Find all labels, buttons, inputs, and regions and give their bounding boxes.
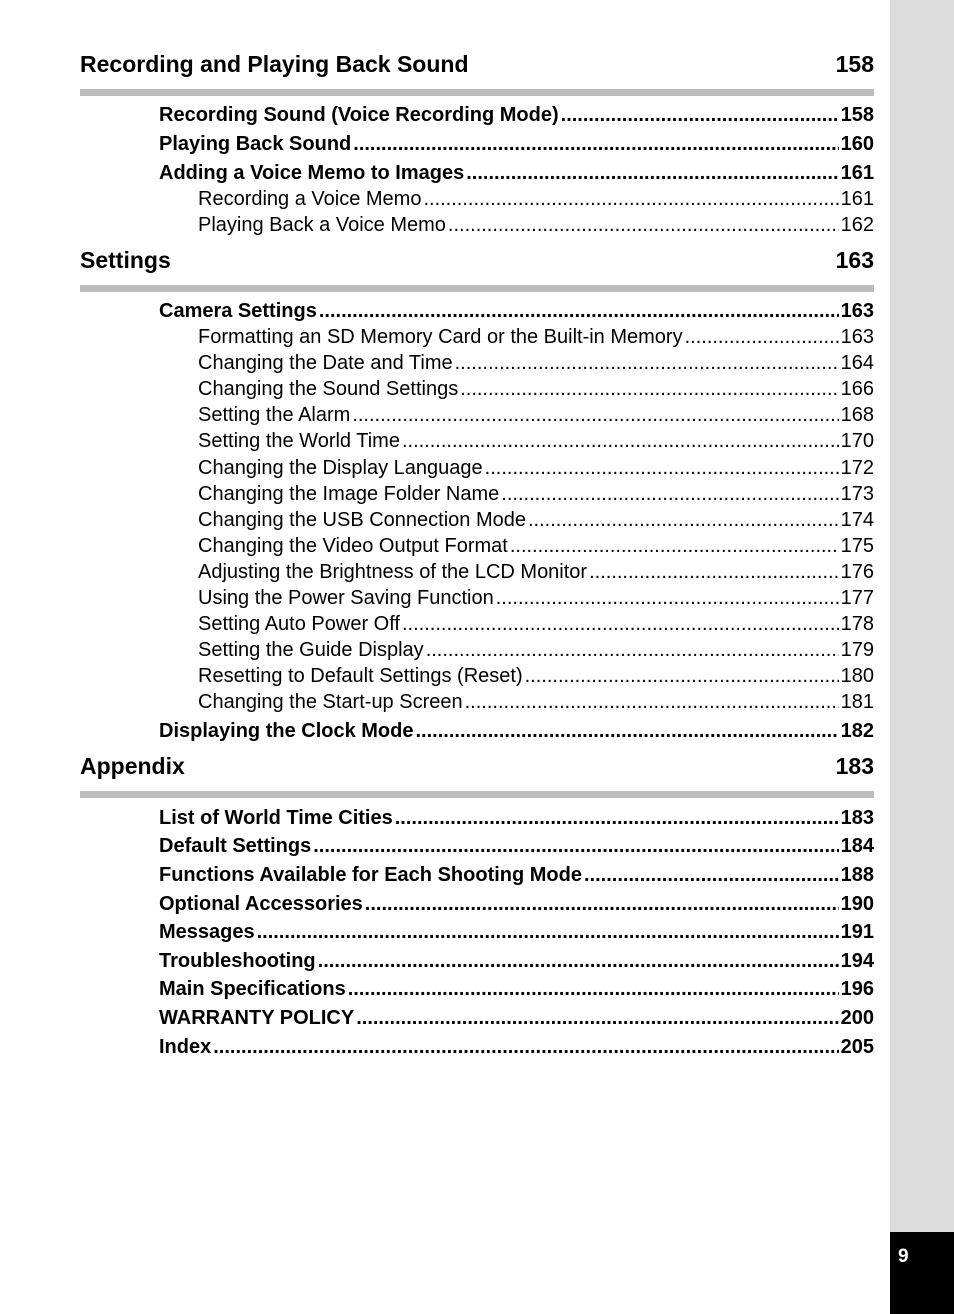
toc-entry-title: Displaying the Clock Mode [159, 720, 414, 742]
toc-subentry[interactable] [198, 378, 874, 404]
toc-entry[interactable] [159, 1007, 874, 1033]
dot-leader [528, 509, 839, 532]
toc-entry-title: Main Specifications [159, 978, 346, 1000]
toc-entry-page-number: 163 [840, 326, 874, 348]
toc-entry-page-number: 173 [840, 483, 874, 505]
chapter-title: Appendix [80, 753, 185, 779]
dot-leader [485, 457, 839, 480]
toc-entry[interactable] [159, 807, 874, 833]
toc-entry-title: Changing the Video Output Format [198, 535, 508, 557]
chapter-title: Recording and Playing Back Sound [80, 51, 469, 77]
toc-entry-page-number: 166 [840, 378, 874, 400]
toc-entry-page-number: 162 [840, 214, 874, 236]
toc-entry-title: Adjusting the Brightness of the LCD Monitor [198, 561, 588, 583]
toc-entry-title: Adding a Voice Memo to Images [159, 162, 465, 184]
toc-subentry[interactable] [198, 404, 874, 430]
toc-entry[interactable] [159, 921, 874, 947]
toc-entry-title: Playing Back Sound [159, 133, 352, 155]
toc-entry-title: Camera Settings [159, 300, 317, 322]
toc-entry-title: Setting the Guide Display [198, 639, 424, 661]
dot-leader [395, 807, 839, 830]
toc-entry-page-number: 191 [840, 921, 874, 943]
toc-entry-page-number: 176 [840, 561, 874, 583]
toc-entry-title: List of World Time Cities [159, 807, 393, 829]
toc-subentry[interactable] [198, 483, 874, 509]
toc-entry-page-number: 183 [840, 807, 874, 829]
dot-leader [465, 691, 839, 714]
toc-entry-title: Optional Accessories [159, 893, 363, 915]
toc-subentry[interactable] [198, 639, 874, 665]
dot-leader [460, 378, 838, 401]
dot-leader [257, 921, 839, 944]
dot-leader [313, 835, 838, 858]
toc-entry-title: Playing Back a Voice Memo [198, 214, 446, 236]
toc-subentry[interactable] [198, 613, 874, 639]
toc-entry-page-number: 161 [840, 188, 874, 210]
toc-entry[interactable] [159, 864, 874, 890]
toc-entry-page-number: 200 [840, 1007, 874, 1029]
toc-entry-title: Recording Sound (Voice Recording Mode) [159, 104, 559, 126]
dot-leader [415, 720, 838, 743]
dot-leader [402, 430, 839, 453]
page-number: 9 [898, 1246, 909, 1267]
toc-subentry[interactable] [198, 587, 874, 613]
toc-entry-page-number: 168 [840, 404, 874, 426]
toc-entry-page-number: 179 [840, 639, 874, 661]
dot-leader [561, 104, 839, 127]
dot-leader [510, 535, 839, 558]
toc-entry-title: Setting the World Time [198, 430, 400, 452]
chapter-divider [80, 285, 874, 292]
dot-leader [319, 300, 839, 323]
dot-leader [426, 639, 839, 662]
toc-entry[interactable] [159, 133, 874, 159]
toc-entry-page-number: 188 [840, 864, 874, 886]
toc-entry-page-number: 158 [840, 104, 874, 126]
dot-leader [353, 133, 838, 156]
toc-entry-page-number: 205 [840, 1036, 874, 1058]
toc-subentry[interactable] [198, 457, 874, 483]
toc-entry-page-number: 194 [840, 950, 874, 972]
toc-entry-page-number: 180 [840, 665, 874, 687]
toc-entry-title: Troubleshooting [159, 950, 316, 972]
toc-entry-title: Resetting to Default Settings (Reset) [198, 665, 523, 687]
toc-entry-title: Using the Power Saving Function [198, 587, 494, 609]
toc-entry-title: Setting the Alarm [198, 404, 351, 426]
toc-subentry[interactable] [198, 326, 874, 352]
toc-entry-title: Index [159, 1036, 212, 1058]
toc-entry[interactable] [159, 1036, 874, 1062]
toc-subentry[interactable] [198, 214, 874, 240]
chapter-page-number: 163 [835, 247, 874, 273]
dot-leader [466, 162, 838, 185]
toc-entry-title: Messages [159, 921, 255, 943]
toc-subentry[interactable] [198, 430, 874, 456]
toc-entry-title: Default Settings [159, 835, 312, 857]
toc-entry-page-number: 161 [840, 162, 874, 184]
toc-subentry[interactable] [198, 535, 874, 561]
toc-entry-page-number: 164 [840, 352, 874, 374]
toc-entry-title: Formatting an SD Memory Card or the Built-in Memory [198, 326, 683, 348]
toc-entry-title: Changing the Date and Time [198, 352, 453, 374]
toc-entry[interactable] [159, 893, 874, 919]
dot-leader [589, 561, 839, 584]
dot-leader [356, 1007, 838, 1030]
toc-entry-title: Changing the Display Language [198, 457, 483, 479]
toc-entry[interactable] [159, 104, 874, 130]
page-number-box [890, 1232, 954, 1314]
dot-leader [685, 326, 839, 349]
chapter-divider [80, 791, 874, 798]
dot-leader [402, 613, 839, 636]
toc-entry-page-number: 163 [840, 300, 874, 322]
toc-entry-page-number: 170 [840, 430, 874, 452]
toc-entry-page-number: 181 [840, 691, 874, 713]
toc-subentry[interactable] [198, 188, 874, 214]
toc-entry-title: Changing the Start-up Screen [198, 691, 463, 713]
toc-entry-title: Changing the Sound Settings [198, 378, 459, 400]
toc-entry[interactable] [159, 978, 874, 1004]
dot-leader [423, 188, 838, 211]
toc-entry[interactable] [159, 300, 874, 326]
chapter-title: Settings [80, 247, 171, 273]
toc-entry-title: Functions Available for Each Shooting Mode [159, 864, 582, 886]
chapter-page-number: 183 [835, 753, 874, 779]
toc-entry-page-number: 172 [840, 457, 874, 479]
toc-entry[interactable] [159, 835, 874, 861]
toc-subentry[interactable] [198, 665, 874, 691]
toc-entry-page-number: 182 [840, 720, 874, 742]
toc-entry[interactable] [159, 720, 874, 746]
chapter-heading[interactable] [80, 753, 874, 783]
dot-leader [584, 864, 839, 887]
toc-entry-title: WARRANTY POLICY [159, 1007, 355, 1029]
chapter-divider [80, 89, 874, 96]
toc-subentry[interactable] [198, 691, 874, 717]
toc-subentry[interactable] [198, 352, 874, 378]
toc-entry[interactable] [159, 950, 874, 976]
dot-leader [352, 404, 838, 427]
toc-subentry[interactable] [198, 561, 874, 587]
chapter-heading[interactable] [80, 51, 874, 81]
dot-leader [525, 665, 839, 688]
toc-entry-page-number: 178 [840, 613, 874, 635]
dot-leader [348, 978, 839, 1001]
dot-leader [448, 214, 839, 237]
toc-entry[interactable] [159, 162, 874, 188]
dot-leader [365, 893, 839, 916]
toc-subentry[interactable] [198, 509, 874, 535]
toc-entry-page-number: 190 [840, 893, 874, 915]
chapter-heading[interactable] [80, 247, 874, 277]
toc-entry-title: Changing the Image Folder Name [198, 483, 500, 505]
side-tab [890, 0, 954, 1314]
dot-leader [455, 352, 839, 375]
toc-entry-page-number: 184 [840, 835, 874, 857]
dot-leader [318, 950, 839, 973]
dot-leader [213, 1036, 838, 1059]
toc-entry-page-number: 177 [840, 587, 874, 609]
dot-leader [496, 587, 839, 610]
toc-entry-title: Setting Auto Power Off [198, 613, 400, 635]
chapter-page-number: 158 [835, 51, 874, 77]
toc-entry-page-number: 174 [840, 509, 874, 531]
toc-entry-page-number: 196 [840, 978, 874, 1000]
toc-entry-page-number: 175 [840, 535, 874, 557]
toc-entry-title: Changing the USB Connection Mode [198, 509, 526, 531]
dot-leader [501, 483, 838, 506]
toc-entry-title: Recording a Voice Memo [198, 188, 422, 210]
toc-entry-page-number: 160 [840, 133, 874, 155]
